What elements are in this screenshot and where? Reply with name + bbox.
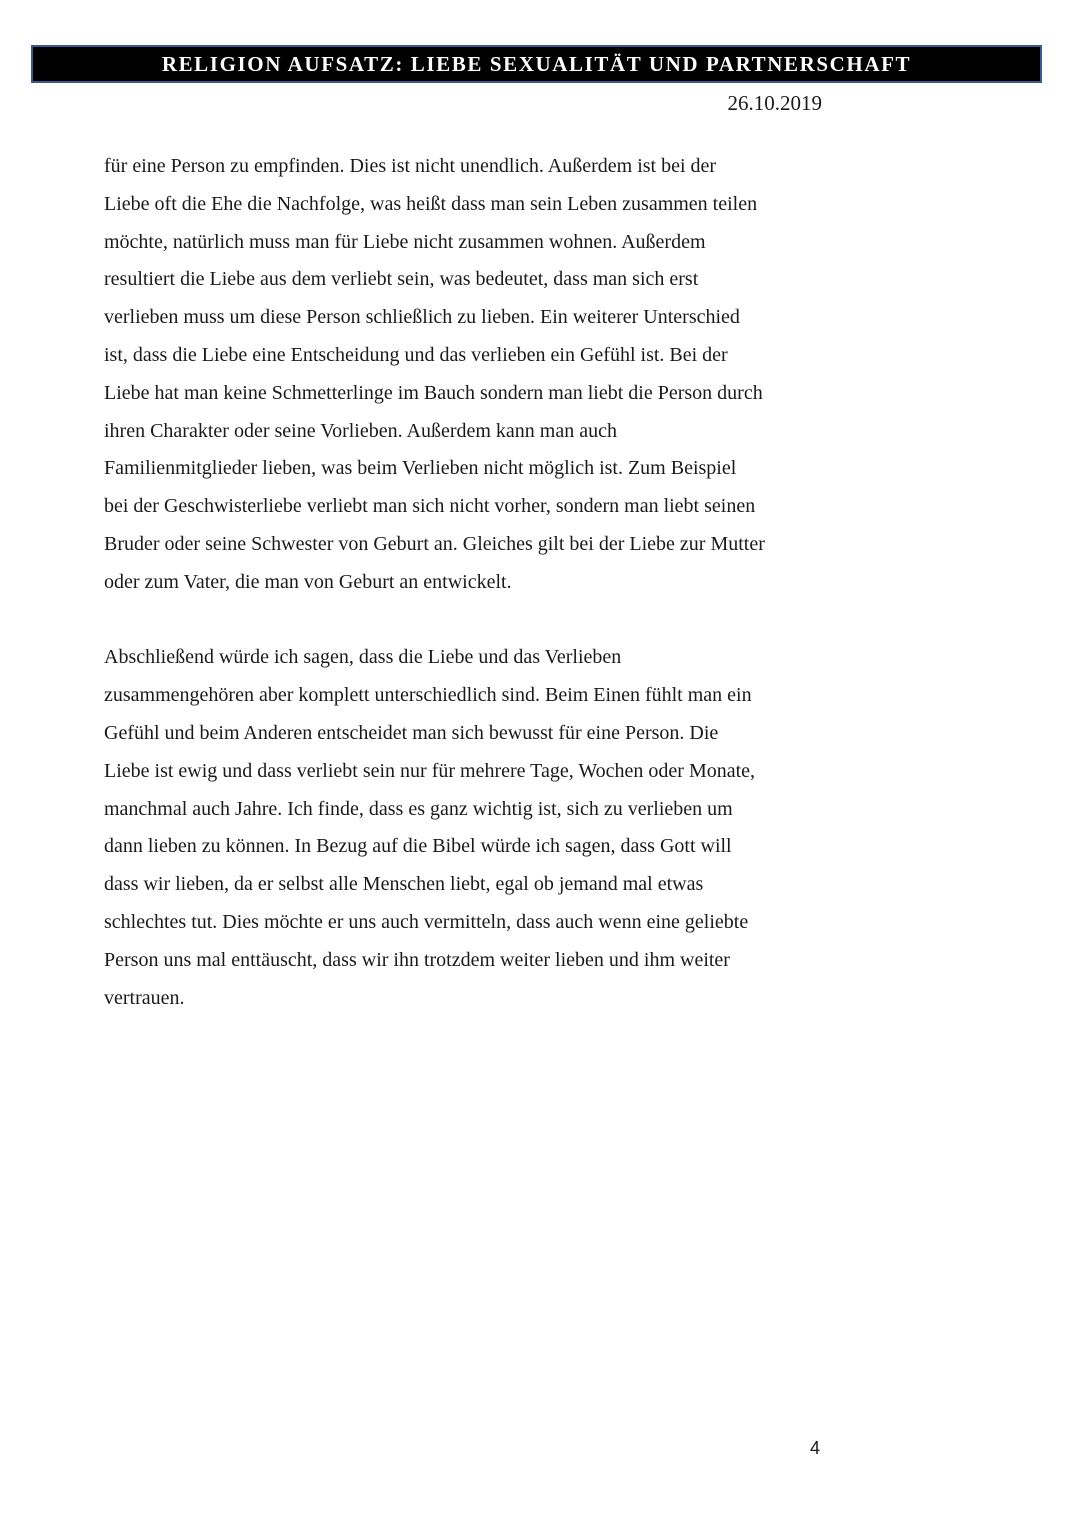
text-line: zusammengehören aber komplett unterschiedlich sind. Beim Einen fühlt man ein: [104, 684, 752, 707]
text-line: Person uns mal enttäuscht, dass wir ihn trotzdem weiter lieben und ihm weiter: [104, 948, 730, 971]
paragraph-1: [104, 148, 844, 602]
text-line: verlieben muss um diese Person schließlich zu lieben. Ein weiterer Unterschied: [104, 306, 740, 329]
text-line: resultiert die Liebe aus dem verliebt sein, was bedeutet, dass man sich erst: [104, 268, 699, 291]
paragraph-2: [104, 639, 844, 1017]
document-date: 26.10.2019: [727, 91, 822, 115]
text-line: Familienmitglieder lieben, was beim Verlieben nicht möglich ist. Zum Beispiel: [104, 457, 737, 480]
text-line: bei der Geschwisterliebe verliebt man sich nicht vorher, sondern man liebt seinen: [104, 495, 756, 518]
text-line: Liebe oft die Ehe die Nachfolge, was heißt dass man sein Leben zusammen teilen: [104, 192, 758, 215]
page-number: 4: [810, 1438, 821, 1458]
text-line: ihren Charakter oder seine Vorlieben. Außerdem kann man auch: [104, 419, 617, 442]
text-line: Abschließend würde ich sagen, dass die Liebe und das Verlieben: [104, 646, 622, 669]
text-line: dass wir lieben, da er selbst alle Menschen liebt, egal ob jemand mal etwas: [104, 873, 704, 896]
text-line: oder zum Vater, die man von Geburt an entwickelt.: [104, 570, 512, 593]
text-line: dann lieben zu können. In Bezug auf die Bibel würde ich sagen, dass Gott will: [104, 835, 732, 858]
text-line: Bruder oder seine Schwester von Geburt an. Gleiches gilt bei der Liebe zur Mutter: [104, 532, 765, 555]
document-body: [104, 148, 844, 1017]
text-line: möchte, natürlich muss man für Liebe nicht zusammen wohnen. Außerdem: [104, 230, 706, 253]
text-line: Liebe hat man keine Schmetterlinge im Bauch sondern man liebt die Person durch: [104, 381, 763, 404]
document-title: RELIGION AUFSATZ: LIEBE SEXUALITÄT UND PARTNERSCHAFT: [161, 51, 912, 76]
text-line: für eine Person zu empfinden. Dies ist nicht unendlich. Außerdem ist bei der: [104, 155, 717, 177]
header-bar: [31, 45, 1042, 83]
text-line: Gefühl und beim Anderen entscheidet man sich bewusst für eine Person. Die: [104, 721, 719, 744]
text-line: Liebe ist ewig und dass verliebt sein nur für mehrere Tage, Wochen oder Monate,: [104, 759, 756, 782]
text-line: manchmal auch Jahre. Ich finde, dass es ganz wichtig ist, sich zu verlieben um: [104, 797, 733, 820]
text-line: vertrauen.: [104, 986, 185, 1009]
text-line: ist, dass die Liebe eine Entscheidung und das verlieben ein Gefühl ist. Bei der: [104, 343, 728, 366]
text-line: schlechtes tut. Dies möchte er uns auch vermitteln, dass auch wenn eine geliebte: [104, 910, 749, 933]
